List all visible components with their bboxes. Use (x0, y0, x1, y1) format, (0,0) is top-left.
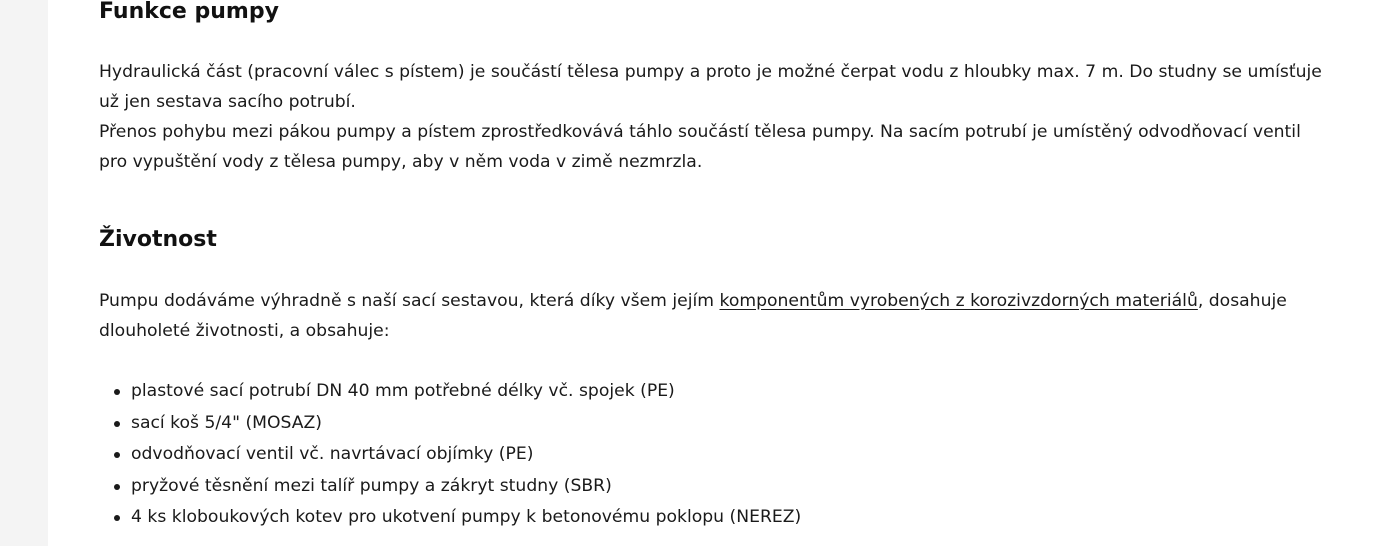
paragraph-zivotnost (99, 286, 1354, 346)
section-heading-zivotnost: Životnost (99, 227, 217, 252)
paragraph-line: už jen sestava sacího potrubí. (99, 92, 356, 112)
paragraph-text: Pumpu dodáváme výhradně s naší sací sestavou, která díky všem jejím (99, 291, 720, 311)
paragraph-funkce (99, 57, 1354, 177)
list-item: pryžové těsnění mezi talíř pumpy a zákryt studny (SBR) (131, 471, 801, 503)
materials-link[interactable]: komponentům vyrobených z korozivzdorných materiálů (719, 291, 1198, 311)
paragraph-text: , dosahuje (1197, 291, 1287, 311)
list-item: sací koš 5/4" (MOSAZ) (131, 408, 801, 440)
components-list (99, 376, 801, 534)
list-item: 4 ks kloboukových kotev pro ukotvení pumpy k betonovému poklopu (NEREZ) (131, 502, 801, 534)
section-heading-funkce: Funkce pumpy (99, 0, 279, 24)
list-item: plastové sací potrubí DN 40 mm potřebné délky vč. spojek (PE) (131, 376, 801, 408)
paragraph-line: dlouholeté životnosti, a obsahuje: (99, 321, 390, 341)
paragraph-line: Hydraulická část (pracovní válec s pístem) je součástí tělesa pumpy a proto je možné čerpat vodu z hloubky max. 7 m. Do studny se umísťuje (99, 62, 1322, 82)
content-panel (48, 0, 1378, 546)
paragraph-line (99, 286, 1354, 316)
list-item: odvodňovací ventil vč. navrtávací objímky (PE) (131, 439, 801, 471)
paragraph-line: Přenos pohybu mezi pákou pumpy a pístem zprostředkovává táhlo součástí tělesa pumpy. Na sacím potrubí je umístěný odvodňovací ventil (99, 122, 1301, 142)
paragraph-line: pro vypuštění vody z tělesa pumpy, aby v něm voda v zimě nezmrzla. (99, 152, 703, 172)
